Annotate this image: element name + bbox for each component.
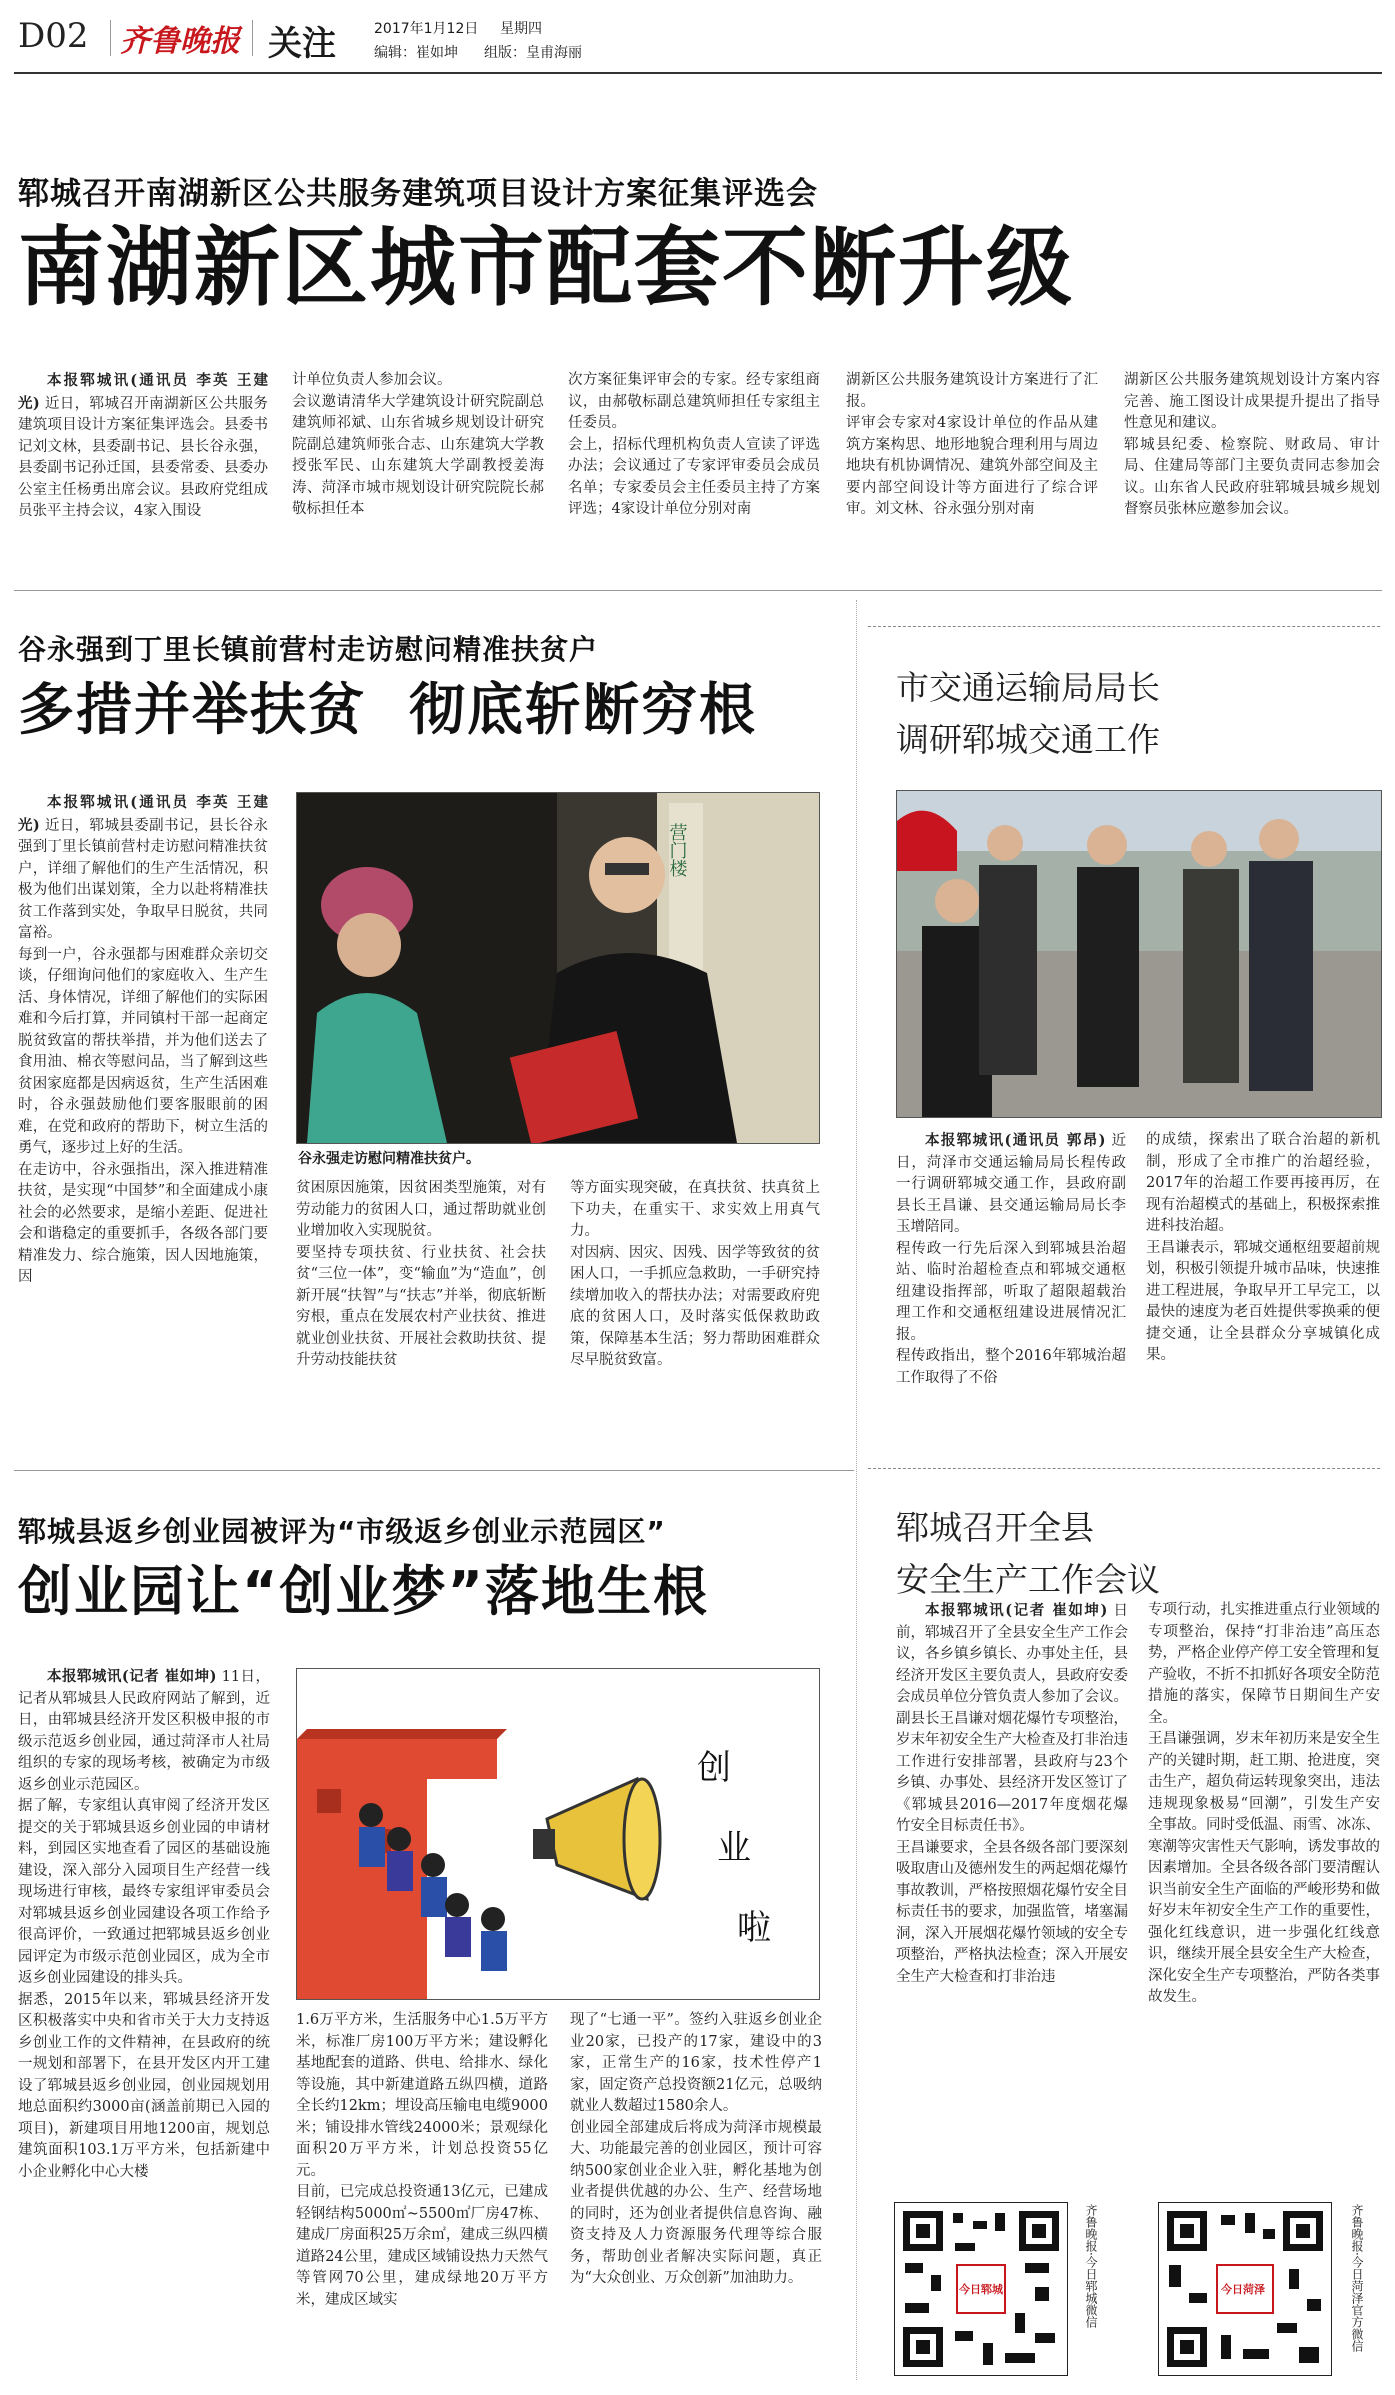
body-text: 湖新区公共服务建筑规划设计方案内容完善、施工图设计成果提升提出了指导性意见和建议。 郓城县纪委、检察院、财政局、审计局、住建局等部门主要负责同志参加会议。山东省人民政府驻郓城县城乡规划督察员张林应邀参加会议。 (1124, 372, 1380, 517)
story4-kicker: 郓城县返乡创业园被评为“市级返乡创业示范园区” (18, 1515, 666, 1548)
story1-col5 (1124, 370, 1380, 560)
body-text: 近日，郓城县委副书记，县长谷永强到丁里长镇前营村走访慰问精准扶贫户，详细了解他们的生产生活情况，积极为他们出谋划策，全力以赴将精准扶贫工作落到实处，争取早日脱贫，共同富裕。 每到一户，谷永强都与困难群众亲切交谈，仔细询问他们的家庭收入、生产生活、身体情况，详细了解他们的实际困难和今后打算，并同镇村干部一起商定脱贫致富的帮扶举措，并为他们送去了食用油、棉衣等慰问品，当了解到这些贫困家庭都是因病返贫，生产生活困难时，谷永强鼓励他们要客服眼前的困难，在党和政府的帮助下，树立生活的勇气，逐步过上好的生活。 在走访中，谷永强指出，深入推进精准扶贫，是实现“中国梦”和全面建成小康社会的必然要求，是缩小差距、促进社会和谐稳定的重要抓手，各级各部门要精准发力、综合施策，因人因地施策，因 (18, 817, 268, 1285)
story5-col2 (1148, 1600, 1380, 2180)
story4-col3 (570, 2010, 822, 2382)
issue-date: 2017年1月12日 (374, 21, 479, 37)
headline-line: 郓城召开全县 (896, 1508, 1094, 1547)
story3-col2 (1146, 1130, 1380, 1470)
story1-col3 (568, 370, 820, 560)
story4-headline: 创业园让“创业梦”落地生根 (18, 1560, 709, 1623)
headline-line: 市交通运输局局长 (896, 668, 1160, 707)
qr-badge: 今日菏泽 (1221, 2283, 1265, 2296)
section-title: 关注 (268, 24, 336, 64)
body-text: 近日，菏泽市交通运输局局长程传政一行调研郓城交通工作，县政府副县长王昌谦、县交通运输局局长李玉增陪同。 程传政一行先后深入到郓城县治超站、临时治超检查点和郓城交通枢纽建设指挥部，听取了超限超载治理工作和交通枢纽建设进展情况汇报。 程传政指出，整个2016年郓城治超工作取得了不俗 (896, 1133, 1126, 1386)
photo-sign-text: 营门楼 (666, 823, 688, 877)
body-text: 湖新区公共服务建筑设计方案进行了汇报。 评审会专家对4家设计单位的作品从建筑方案构思、地形地貌合理利用与周边地块有机协调情况、建筑外部空间及主要内部空间设计等方面进行了综合评审。刘文林、谷永强分别对南 (846, 372, 1098, 517)
qr-label: 齐鲁晚报·今日菏泽官方微信 (1350, 2204, 1364, 2352)
column-divider (856, 600, 857, 2380)
story2-photo (296, 792, 820, 1144)
body-text: 11日，记者从郓城县人民政府网站了解到，近日，由郓城县经济开发区积极申报的市级示范返乡创业园，通过菏泽市人社局组织的专家的现场考核，被确定为市级返乡创业示范园区。 据了解，专家组认真审阅了经济开发区提交的关于郓城县返乡创业园的申请材料，到园区实地查看了园区的基础设施建设，深入部分入园项目生产经营一线现场进行审核，最终专家组评审委员会对郓城县返乡创业园建设各项工作给予很高评价，一致通过把郓城县返乡创业园评定为市级示范创业园区，成为全市返乡创业园建设的排头兵。 据悉，2015年以来，郓城县经济开发区积极落实中央和省市关于大力支持返乡创业工作的文件精神，在县政府的统一规划和部署下，在县开发区内开工建设了郓城县返乡创业园，创业园规划用地总面积约3000亩(涵盖前期已入园的项目)，新建项目用地1200亩，规划总建筑面积103.1万平方米，包括新建中小企业孵化中心大楼 (18, 1669, 270, 2180)
column-rule (868, 626, 1380, 627)
story2-headline: 多措并举扶贫 彻底斩断穷根 (18, 678, 757, 743)
photo-poverty-visit (297, 793, 819, 1143)
story2-col1 (18, 792, 268, 1442)
story3-headline (896, 662, 1160, 766)
story4-col2 (296, 2010, 548, 2382)
qr-label: 齐鲁晚报·今日郓城微信 (1084, 2204, 1098, 2328)
photo-caption: 谷永强走访慰问精准扶贫户。 (298, 1151, 480, 1167)
page-number: D02 (18, 16, 89, 56)
story3-col1 (896, 1130, 1126, 1470)
story1-col1 (18, 370, 268, 560)
illustration-entrepreneurship (297, 1669, 819, 1999)
body-text: 贫困原因施策，因贫困类型施策，对有劳动能力的贫困人口，通过帮助就业创业增加收入实现脱贫。 要坚持专项扶贫、行业扶贫、社会扶贫“三位一体”，变“输血”为“造血”，创新开展“扶智”与“扶志”并举，彻底斩断穷根，重点在发展农村产业扶贫、推进就业创业扶贫、开展社会救助扶贫、提升劳动技能扶贫 (296, 1180, 546, 1368)
story1-headline: 南湖新区城市配套不断升级 (18, 218, 1074, 318)
body-text: 现了“七通一平”。签约入驻返乡创业企业20家，已投产的17家，建设中的3家，正常生产的16家，技术性停产1家，固定资产总投资额21亿元，总吸纳就业人数超过1580余人。 创业园全部建成后将成为菏泽市规模最大、功能最完善的创业园区，预计可容纳500家创业企业入驻，孵化基地为创业者提供优越的办公、生产、经营场地的同时，还为创业者提供信息咨询、融资支持及人力资源服务代理等综合服务，帮助创业者解决实际问题，真正为“大众创业、万众创新”加油助力。 (570, 2012, 822, 2286)
story2-col3 (570, 1178, 820, 1442)
issue-weekday: 星期四 (500, 21, 542, 37)
illus-char: 啦 (737, 1908, 771, 1948)
paper-logo: 齐鲁晚报 (120, 24, 240, 59)
masthead-rule (14, 72, 1382, 74)
byline: 本报郓城讯(记者 崔如坤) (925, 1602, 1108, 1619)
section-rule (14, 590, 1382, 591)
illus-char: 业 (717, 1828, 751, 1868)
story3-photo (896, 790, 1382, 1118)
story4-col1 (18, 1666, 270, 2381)
qr-code-jinri-heze[interactable] (1158, 2202, 1332, 2376)
illus-char: 创 (697, 1748, 731, 1788)
column-rule (868, 1468, 1380, 1469)
byline: 本报郓城讯(记者 崔如坤) (47, 1668, 217, 1685)
body-text: 近日，郓城召开南湖新区公共服务建筑项目设计方案征集评选会。县委书记刘文林，县委副书记、县长谷永强，县委副书记孙迁国，县委常委、县委办公室主任杨勇出席会议。县政府党组成员张平主持会议，4家入围设 (18, 395, 268, 519)
body-text: 的成绩，探索出了联合治超的新机制，形成了全市推广的治超经验，2017年的治超工作要再接再厉，在现有治超模式的基础上，积极探索推进科技治超。 王昌谦表示，郓城交通枢纽要超前规划，积极引领提升城市品味，快速推进工程进展，争取早开工早完工，以最快的速度为老百姓提供零换乘的便捷交通，让全县群众分享城镇化成果。 (1146, 1132, 1380, 1363)
body-text: 专项行动，扎实推进重点行业领域的专项整治，保持“打非治违”高压态势，严格企业停产停工安全管理和复产验收，不折不扣抓好各项安全防范措施的落实，保障节日期间生产安全。 王昌谦强调，岁末年初历来是安全生产的关键时期，赶工期、抢进度，突击生产，超负荷运转现象突出，违法违规现象极易“回潮”，引发生产安全事故。同时受低温、雨雪、冰冻、寒潮等灾害性天气影响，诱发事故的因素增加。全县各级各部门要清醒认识当前安全生产面临的严峻形势和做好岁末年初安全生产工作的重要性，强化红线意识，进一步强化红线意识，继续开展全县安全生产大检查，深化安全生产专项整治，严防各类事故发生。 (1148, 1602, 1380, 2005)
body-text: 次方案征集评审会的专家。经专家组商议，由郝敬标副总建筑师担任专家组主任委员。 会上，招标代理机构负责人宣读了评选办法；会议通过了专家评审委员会成员名单；专家委员会主任委员主持了方案评选；4家设计单位分别对南 (568, 372, 820, 517)
story5-headline (896, 1502, 1160, 1606)
story4-illustration (296, 1668, 820, 2000)
body-text: 1.6万平方米，生活服务中心1.5万平方米，标准厂房100万平方米；建设孵化基地配套的道路、供电、给排水、绿化等设施，其中新建道路五纵四横，道路全长约12km；埋设高压输电电缆9000米；铺设排水管线24000米；景观绿化面积20万平方米，计划总投资55亿元。 目前，已完成总投资通13亿元，已建成轻钢结构5000㎡~5500㎡厂房47栋、建成厂房面积25万余㎡，建成三纵四横道路24公里，建成区域铺设热力天然气等管网70公里，建成绿地20万平方米，建成区域实 (296, 2012, 548, 2308)
body-text: 等方面实现突破，在真扶贫、扶真贫上下功夫，在重实干、求实效上用真气力。 对因病、因灾、因残、因学等致贫的贫困人口，一手抓应急救助，一手研究持续增加收入的帮扶办法；对需要政府兜底的贫困人口，及时落实低保救助政策，保障基本生活；努力帮助困难群众尽早脱贫致富。 (570, 1180, 820, 1368)
qr-badge: 今日郓城 (959, 2283, 1003, 2296)
headline-line: 安全生产工作会议 (896, 1560, 1160, 1599)
story2-col2 (296, 1178, 546, 1442)
body-text: 计单位负责人参加会议。 会议邀请清华大学建筑设计研究院副总建筑师祁斌、山东省城乡规划设计研究院副总建筑师张合志、山东建筑大学教授张军民、山东建筑大学副教授姜海涛、菏泽市城市规划设计研究院院长郝敬标担任本 (292, 372, 544, 517)
story2-kicker: 谷永强到丁里长镇前营村走访慰问精准扶贫户 (18, 633, 599, 666)
section-rule (14, 1470, 854, 1471)
byline: 本报郓城讯(通讯员 李英 王建光) (18, 794, 268, 834)
photo-traffic-survey (897, 791, 1381, 1117)
divider (110, 20, 111, 56)
divider (252, 20, 253, 56)
qr-code-jinri-yuncheng[interactable] (894, 2202, 1068, 2376)
story5-col1 (896, 1600, 1128, 2180)
editor-credit: 编辑：崔如坤 (374, 45, 458, 61)
masthead (0, 0, 1395, 72)
headline-line: 调研郓城交通工作 (896, 720, 1160, 759)
story1-col2 (292, 370, 544, 560)
story1-col4 (846, 370, 1098, 560)
layout-credit: 组版：皇甫海丽 (484, 45, 582, 61)
body-text: 日前，郓城召开了全县安全生产工作会议，各乡镇乡镇长、办事处主任，县经济开发区主要负责人，县政府安委会成员单位分管负责人参加了会议。副县长王昌谦对烟花爆竹专项整治，岁末年初安全生产大检查及打非治违工作进行安排部署，县政府与23个乡镇、办事处、县经济开发区签订了《郓城县2016—2017年度烟花爆竹安全目标责任书》。 王昌谦要求，全县各级各部门要深刻吸取唐山及德州发生的两起烟花爆竹事故教训，严格按照烟花爆竹安全目标责任书的要求，加强监管，堵塞漏洞，深入开展烟花爆竹领域的安全专项整治，严格执法检查；深入开展安全生产大检查和打非治违 (896, 1603, 1128, 1985)
byline: 本报郓城讯(通讯员 郭昂) (925, 1132, 1106, 1149)
story1-kicker: 郓城召开南湖新区公共服务建筑项目设计方案征集评选会 (18, 176, 818, 212)
byline: 本报郓城讯(通讯员 李英 王建光) (18, 372, 268, 412)
